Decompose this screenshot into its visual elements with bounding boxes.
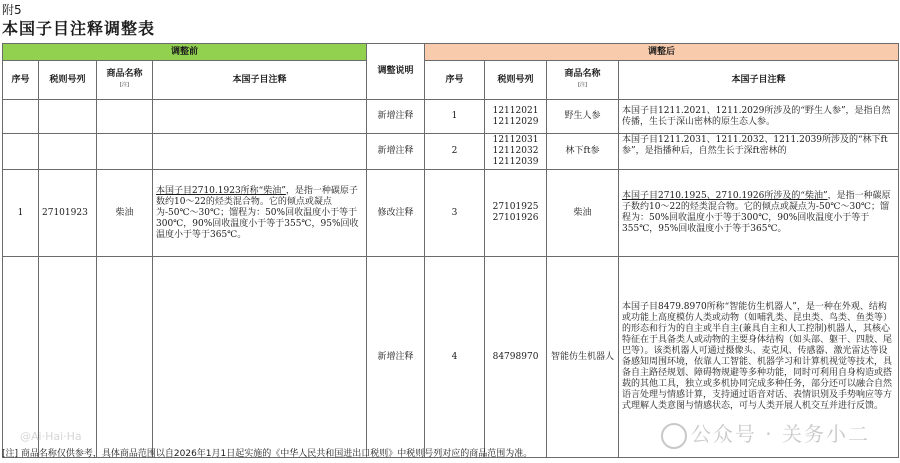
before-seq-cell [3, 257, 39, 458]
before-note-cell [153, 257, 367, 458]
adjust-cell: 新增注释 [367, 134, 425, 170]
after-name-cell: 柴油 [547, 170, 619, 257]
before-tariff-cell [39, 257, 97, 458]
before-seq-cell [3, 134, 39, 170]
after-tariff-cell: 84798970 [485, 257, 547, 458]
before-name-cell [97, 134, 153, 170]
after-note-cell: 本国子目1211.2031、1211.2032、1211.2039所涉及的“林下ft参”，是指播种后，自然生长于深ft密林的 [619, 134, 899, 170]
before-name-cell [97, 100, 153, 134]
after-seq-cell: 3 [425, 170, 485, 257]
before-note-header: 本国子目注释 [153, 61, 367, 100]
after-tariff-cell: 12112031 12112032 12112039 [485, 134, 547, 170]
after-goods-header: 商品名称 [注] [547, 61, 619, 100]
footnote: [注] 商品名称仅供参考，具体商品范围以自2026年1月1日起实施的《中华人民共和国进出口税则》中税则号列对应的商品范围为准。 [2, 449, 533, 459]
after-tariff-cell: 12112021 12112029 [485, 100, 547, 134]
before-goods-header: 商品名称 [注] [97, 61, 153, 100]
before-note-cell: 本国子目2710.1923所称“柴油”，是指一种碳原子数约10～22的烃类混合物。它的倾点或凝点为-50℃～30℃；馏程为：50%回收温度小于等于300℃，90%回收温度小于等于355℃，95%回收温度小于等于365℃。 [153, 170, 367, 257]
before-tariff-header: 税则号列 [39, 61, 97, 100]
after-group-header: 调整后 [425, 44, 899, 61]
after-note-cell: 本国子目2710.1925、2710.1926所涉及的“柴油”，是指一种碳原子数约10～22的烃类混合物。它的倾点或凝点为-50℃～30℃；馏程为：50%回收温度小于等于300℃，90%回收温度小于等于355℃，95%回收温度小于等于365℃。 [619, 170, 899, 257]
before-tariff-cell: 27101923 [39, 170, 97, 257]
before-seq-header: 序号 [3, 61, 39, 100]
table-row [3, 134, 899, 170]
adjust-note-header: 调整说明 [367, 44, 425, 100]
before-note-cell [153, 100, 367, 134]
after-tariff-cell: 27101925 27101926 [485, 170, 547, 257]
after-note-header: 本国子目注释 [619, 61, 899, 100]
after-seq-cell: 1 [425, 100, 485, 134]
table-row [3, 100, 899, 134]
before-tariff-cell [39, 100, 97, 134]
after-note-cell: 本国子目1211.2021、1211.2029所涉及的“野生人参”，是指自然传播，生长于深山密林的原生态人参。 [619, 100, 899, 134]
annex-label: 附5 [2, 3, 22, 17]
adjust-cell: 修改注释 [367, 170, 425, 257]
before-note-cell [153, 134, 367, 170]
after-seq-cell: 4 [425, 257, 485, 458]
after-name-cell: 林下ft参 [547, 134, 619, 170]
before-tariff-cell [39, 134, 97, 170]
after-seq-header: 序号 [425, 61, 485, 100]
adjust-cell: 新增注释 [367, 100, 425, 134]
page-title: 本国子目注释调整表 [2, 19, 156, 38]
table-row [3, 170, 899, 257]
before-group-header: 调整前 [3, 44, 367, 61]
before-seq-cell [3, 100, 39, 134]
watermark: 公众号 · 关务小二 [661, 418, 870, 449]
wechat-icon [661, 423, 687, 449]
after-name-cell: 野生人参 [547, 100, 619, 134]
after-seq-cell: 2 [425, 134, 485, 170]
watermark-handle: @Ai·Hai·Ha [20, 430, 82, 443]
before-name-cell: 柴油 [97, 170, 153, 257]
after-note-cell: 本国子目8479.8970所称“智能仿生机器人”，是一种在外观、结构或功能上高度模仿人类或动物（如哺乳类、昆虫类、鸟类、鱼类等）的形态和行为的自主或半自主(兼具自主和人工控制)机器人，其核心特征在于具备类人或动物的主要身体结构（如头部、躯干、四肢、尾巴等）。该类机器人可通过摄像头、麦克风、传感器、激光雷达等设备感知周围环境，依靠人工智能、机器学习和计算机视觉等技术，具备自主路径规划、障碍物规避等多种功能，同时可利用自身构造或搭载的其他工具，独立或多机协同完成多种任务，部分还可以融合自然语言处理与情感计算，支持通过语音对话、表情识别及手势响应等方式理解人类意图与情感状态，可与人类开展人机交互并进行反馈。 [619, 257, 899, 458]
adjustment-table [2, 43, 899, 458]
after-tariff-header: 税则号列 [485, 61, 547, 100]
after-name-cell: 智能仿生机器人 [547, 257, 619, 458]
before-name-cell [97, 257, 153, 458]
before-seq-cell: 1 [3, 170, 39, 257]
adjust-cell: 新增注释 [367, 257, 425, 458]
